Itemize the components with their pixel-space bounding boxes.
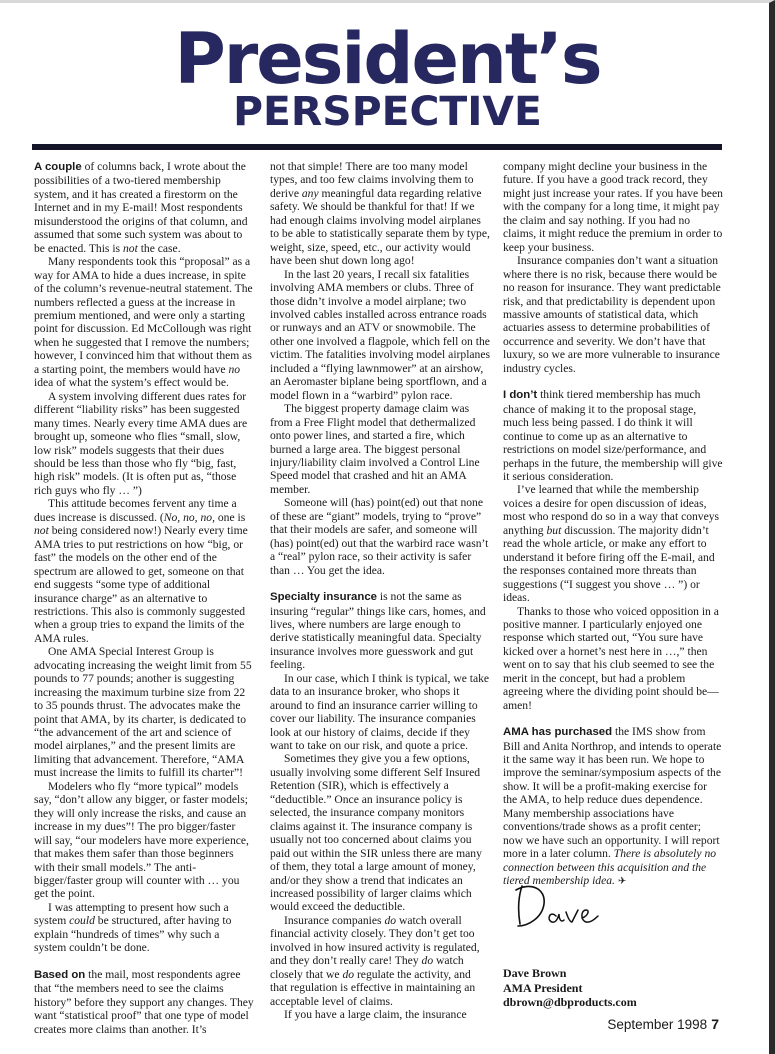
paragraph: Specialty insurance is not the same as insuring “regular” things like cars, homes, and lives, where numbers are large enough to derive statistically meaningful data. Specialty insurance involves more guesswork and gut feeling.: [270, 590, 486, 672]
paragraph: I’ve learned that while the membership voices a desire for open discussion of ideas, most who respond do so in a way that conveys anything but discussion. The majority didn’t read the whole article, or make any effort to understand it before firing off the E-mail, and the responses contained more threats than suggestions (“I suggest you shove … ”) or ideas.: [503, 483, 720, 605]
paragraph: company might decline your business in the future. If you have a good track record, they might just increase your rates. If you have been with the company for a long time, it might pay the claim and say nothing. If you had no claims, it might reduce the premium in order to keep your business.: [503, 160, 723, 254]
author-block: [503, 966, 637, 1010]
headline-subtitle: PERSPECTIVE: [233, 89, 542, 135]
issue-date: September 1998: [607, 1017, 708, 1032]
paragraph: A system involving different dues rates for different “liability risks” has been suggested many times. Nearly every time AMA dues are brought up, someone who flies “small, slow, low risk” models suggests that their dues should be less than those who fly “big, fast, high risk” models. (It is often put as, “those rich guys who fly … ”): [34, 389, 248, 497]
paragraph: Someone will (has) point(ed) out that none of these are “giant” models, trying to “prove” that their models are safer, and someone will (has) point(ed) out that the warbird race wasn’t a “real” pylon race, so their activity is safer than … You get the idea.: [270, 496, 489, 577]
column-2: [270, 160, 490, 1022]
lead-in: AMA has purchased: [503, 726, 613, 739]
lead-in: I don’t: [503, 389, 538, 402]
lead-in: Specialty insurance: [270, 591, 377, 604]
paragraph: I was attempting to present how such a system could be structured, after having to explain “hundreds of times” why such a system couldn’t be done.: [34, 900, 232, 955]
column-1: [34, 160, 254, 1036]
airplane-icon: ✈: [617, 876, 627, 888]
author-email: dbrown@dbproducts.com: [503, 995, 637, 1009]
page-number: 7: [711, 1016, 719, 1032]
paragraph: AMA has purchased the IMS show from Bill and Anita Northrop, and intends to operate it the same way it has been run. We hope to improve the seminar/symposium aspects of the show. It will be a profit-making exercise for the AMA, to help reduce dues dependence. Many membership associations have conventions/trade shows as a profit center; now we have such an opportunity. I will report more in a later column. There is absolutely no connection between this acquisition and the tiered membership idea. ✈: [503, 725, 722, 888]
paragraph: The biggest property damage claim was from a Free Flight model that dethermalized onto power lines, and started a fire, which burned a large area. The biggest personal injury/liability claim involved a Control Line Speed model that crashed and hit an AMA member.: [270, 402, 480, 496]
paragraph: Insurance companies do watch overall financial activity closely. They don’t get too involved in how insured activity is regulated, and they don’t really care! They do watch closely that we do regulate the activity, and that regulation is effective in maintaining an acceptable level of claims.: [270, 913, 480, 1008]
paragraph: In our case, which I think is typical, we take data to an insurance broker, who shops it around to find an insurance carrier willing to cover our liability. The insurance companies look at our history of claims, decide if they want to take on our risk, and quote a price.: [270, 671, 490, 753]
column-3: [503, 160, 723, 889]
author-role: AMA President: [503, 980, 583, 995]
lead-in: Based on: [34, 968, 86, 981]
paragraph: I don’t think tiered membership has much chance of making it to the proposal stage, much less being passed. I do think it will continue to come up as an alternative to restrictions on model size/performance, and perhaps in the future, the membership will give it serious consideration.: [503, 388, 723, 483]
paragraph: Sometimes they give you a few options, usually involving some different Self Insured Retention (SIR), which is effectively a “deductible.” Once an insurance policy is selected, the insurance company monitors claims against it. The insurance company is usually not too concerned about claims you paid out within the SIR unless there are many of them, they total a large amount of money, and/or they show a trend that indicates an increased possibility of larger claims which would exceed the deductible.: [270, 752, 482, 914]
paragraph: not that simple! There are too many model types, and too few claims involving them to derive any meaningful data regarding relative safety. We should be thankful for that! If we had enough claims involving model airplanes to be able to statistically separate them by type, weight, size, speed, etc., our activity would have been shut down long ago!: [270, 160, 490, 268]
paragraph: A couple of columns back, I wrote about the possibilities of a two-tiered membership system, and it has created a firestorm on the Internet and in my E-mail! Most respondents misunderstood the origins of that column, and assumed that some such system was about to be enacted. This is not the case.: [34, 160, 248, 255]
paragraph: In the last 20 years, I recall six fatalities involving AMA members or clubs. Three of those didn’t involve a model airplane; two involved cables installed across entrance roads or runways and an ATV or snowmobile. The other one involved a flagpole, which fell on the victim. The fatalities involving model airplanes included a “flying lawnmower” at an airshow, an Aeromaster biplane being sportflown, and a model flown in a “warbird” pylon race.: [270, 267, 491, 402]
paragraph: Many respondents took this “proposal” as a way for AMA to hide a dues increase, in spite of the column’s revenue-neutral statement. The numbers reflected a guess at the increase in premium mentioned, and were only a starting point for discussion. Ed McCollough was right when he suggested that I remove the numbers; however, I convinced him that without them as a starting point, the members would have no idea of what the system’s effect would be.: [34, 255, 253, 390]
paragraph: Insurance companies don’t want a situation where there is no risk, because there would be no reason for insurance. They want predictable risk, and that predictability is dependent upon massive amounts of statistical data, which actuaries assess to determine probabilities of occurrence and severity. We don’t have that luxury, so we are more vulnerable to insurance industry cycles.: [503, 254, 721, 375]
handwritten-signature: [506, 876, 626, 936]
header-rule: [32, 144, 722, 150]
paragraph: Thanks to those who voiced opposition in a positive manner. I particularly enjoyed one response which started out, “You sure have kicked over a hornet’s nest here in …,” then went on to say that his club seemed to see the merit in the concept, but had a problem agreeing where the dividing point should be—amen!: [503, 604, 719, 712]
headline-title: President’s: [174, 18, 601, 100]
page-footer: [607, 1016, 719, 1032]
paragraph: This attitude becomes fervent any time a dues increase is discussed. (No, no, no, one is not being considered now!) Nearly every time AMA tries to put restrictions on how “big, or fast” the models on the other end of the spectrum are allowed to get, someone on that end suggests “some type of additional insurance charge” as an alternative to restrictions. This also is commonly suggested when a group tries to expand the limits of the AMA rules.: [34, 497, 248, 645]
lead-in: A couple: [34, 161, 82, 173]
author-name: Dave Brown: [503, 966, 567, 980]
paragraph: If you have a large claim, the insurance: [284, 1008, 467, 1022]
paragraph: Based on the mail, most respondents agree that “the members need to see the claims history” before they support any changes. They want “statistical proof” that one type of model creates more claims than another. It’s: [34, 967, 254, 1036]
paragraph: One AMA Special Interest Group is advocating increasing the weight limit from 55 pounds to 77 pounds; another is suggesting increasing the maximum turbine size from 22 to 35 pounds thrust. The advocates make the point that AMA, by its charter, is dedicated to “the advancement of the art and science of model airplanes,” and the present limits are limiting that advancement. Therefore, “AMA must increase the limits to fulfill its charter”!: [34, 645, 252, 780]
paragraph: Modelers who fly “more typical” models say, “don’t allow any bigger, or faster models; they will only increase the risks, and cause an increase in my dues”! The pro bigger/faster will say, “our modelers have more experience, that makes them safer than those beginners with their small models.” The anti-bigger/faster group will counter with … you get the point.: [34, 779, 249, 901]
